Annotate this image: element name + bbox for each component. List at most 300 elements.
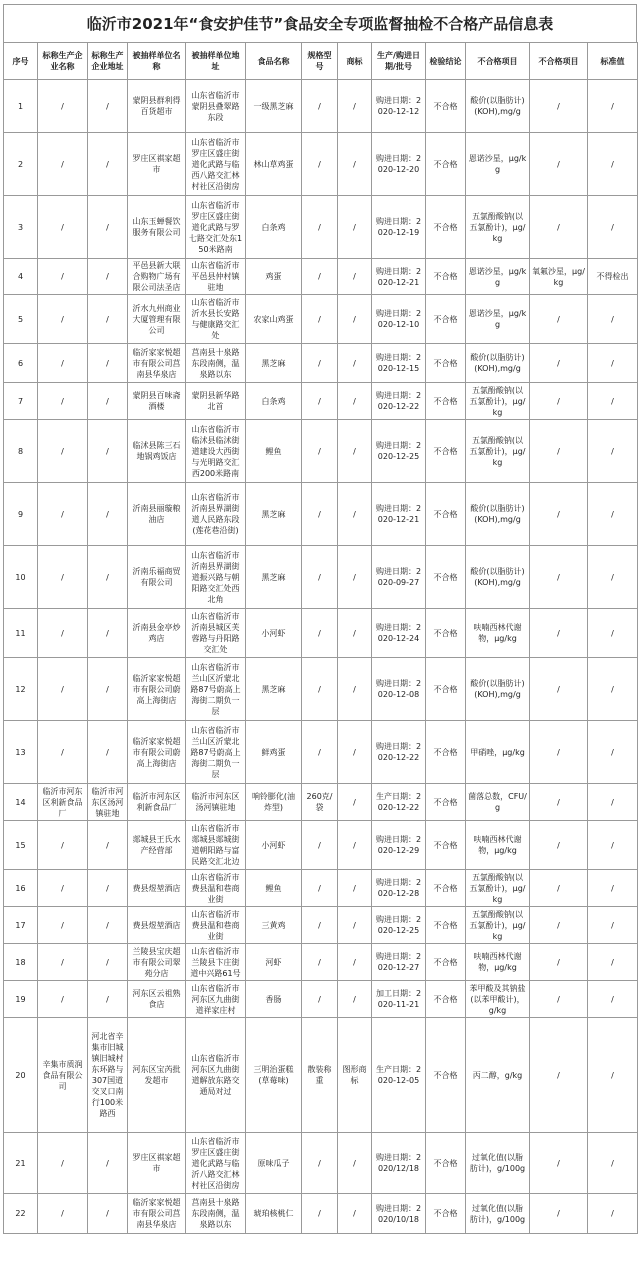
table-row: [4, 80, 638, 133]
table-cell: 山东省临沂市河东区九曲街道解放东路交通局对过: [186, 1018, 246, 1133]
table-cell: 五氯酚酸钠(以五氯酚计)，μg/kg: [466, 907, 530, 944]
table-cell: /: [338, 981, 372, 1018]
table-cell: 甲硝唑，μg/kg: [466, 721, 530, 784]
table-cell: 山东省临沂市郯城县郯城街道朝阳路与富民路交汇北边: [186, 821, 246, 870]
table-cell: 香肠: [246, 981, 302, 1018]
table-cell: 加工日期：2020-11-21: [372, 981, 426, 1018]
table-cell: 沂南县丽璇粮油店: [128, 483, 186, 546]
table-cell: 过氧化值(以脂肪计)，g/100g: [466, 1194, 530, 1234]
table-cell: /: [88, 483, 128, 546]
table-cell: 沂南县金亭炒鸡店: [128, 609, 186, 658]
table-cell: /: [530, 870, 588, 907]
table-cell: /: [588, 344, 638, 383]
table-cell: /: [38, 133, 88, 196]
table-cell: 购进日期：2020-12-19: [372, 196, 426, 259]
table-cell: 散装称重: [302, 1018, 338, 1133]
table-cell: /: [302, 295, 338, 344]
table-cell: 三黄鸡: [246, 907, 302, 944]
table-cell: /: [530, 546, 588, 609]
table-cell: 五氯酚酸钠(以五氯酚计)，μg/kg: [466, 420, 530, 483]
table-cell: 15: [4, 821, 38, 870]
table-cell: 河东区云祖熟食店: [128, 981, 186, 1018]
table-cell: /: [530, 907, 588, 944]
table-cell: /: [588, 420, 638, 483]
table-cell: 琥珀核桃仁: [246, 1194, 302, 1234]
table-cell: 临沂家家悦超市有限公司莒南县华泉店: [128, 1194, 186, 1234]
table-row: [4, 344, 638, 383]
table-cell: 不合格: [426, 1018, 466, 1133]
table-cell: /: [302, 981, 338, 1018]
table-cell: 小河虾: [246, 609, 302, 658]
table-cell: /: [302, 420, 338, 483]
table-cell: /: [588, 658, 638, 721]
table-cell: 购进日期：2020-12-10: [372, 295, 426, 344]
table-cell: /: [530, 133, 588, 196]
table-cell: 呋喃西林代谢物，μg/kg: [466, 821, 530, 870]
header-cell: 规格型号: [302, 43, 338, 80]
table-cell: 不合格: [426, 295, 466, 344]
table-cell: 临沂家家悦超市有限公司蔚高上海街店: [128, 721, 186, 784]
table-cell: /: [38, 80, 88, 133]
table-cell: 呋喃西林代谢物，μg/kg: [466, 609, 530, 658]
table-row: [4, 821, 638, 870]
table-cell: 购进日期：2020-12-25: [372, 420, 426, 483]
table-cell: 生产日期：2020-12-22: [372, 784, 426, 821]
header-cell: 不合格项目: [530, 43, 588, 80]
table-cell: /: [530, 1018, 588, 1133]
table-cell: /: [38, 821, 88, 870]
header-cell: 被抽样单位名称: [128, 43, 186, 80]
table-cell: /: [588, 80, 638, 133]
table-cell: 临沂市河东区利新食品厂: [38, 784, 88, 821]
table-cell: 鸡蛋: [246, 259, 302, 295]
table-cell: 不合格: [426, 981, 466, 1018]
nonconforming-products-table: [3, 42, 638, 1234]
table-cell: 6: [4, 344, 38, 383]
table-cell: /: [38, 944, 88, 981]
table-cell: 不合格: [426, 1133, 466, 1194]
table-cell: 沂水九州商业大厦管理有限公司: [128, 295, 186, 344]
table-cell: 酸价(以脂肪计)(KOH),mg/g: [466, 344, 530, 383]
table-cell: 临沂家家悦超市有限公司莒南县华泉店: [128, 344, 186, 383]
table-cell: /: [302, 133, 338, 196]
document-title: 临沂市2021年“食安护佳节”食品安全专项监督抽检不合格产品信息表: [3, 4, 637, 42]
table-cell: 购进日期：2020-12-08: [372, 658, 426, 721]
table-cell: /: [588, 784, 638, 821]
table-cell: 响铃膨化(油炸型): [246, 784, 302, 821]
table-cell: /: [338, 870, 372, 907]
table-cell: /: [88, 259, 128, 295]
table-cell: /: [338, 658, 372, 721]
table-cell: /: [588, 870, 638, 907]
table-cell: 山东省临沂市沂南县界湖街道振兴路与朝阳路交汇处西北角: [186, 546, 246, 609]
table-cell: 不合格: [426, 196, 466, 259]
table-cell: 不合格: [426, 344, 466, 383]
table-cell: /: [338, 721, 372, 784]
table-cell: /: [88, 981, 128, 1018]
table-cell: 费县煜堃酒店: [128, 907, 186, 944]
table-cell: /: [530, 344, 588, 383]
table-cell: 不合格: [426, 133, 466, 196]
table-cell: /: [530, 196, 588, 259]
table-row: [4, 944, 638, 981]
table-cell: 购进日期：2020-12-15: [372, 344, 426, 383]
table-cell: 18: [4, 944, 38, 981]
table-cell: /: [588, 1194, 638, 1234]
table-cell: /: [588, 821, 638, 870]
table-cell: 五氯酚酸钠(以五氯酚计)，μg/kg: [466, 383, 530, 420]
table-cell: /: [38, 1133, 88, 1194]
table-cell: /: [302, 658, 338, 721]
table-cell: 酸价(以脂肪计)(KOH),mg/g: [466, 483, 530, 546]
table-cell: 山东省临沂市兰山区沂蒙北路87号蔚高上海街二期负一层: [186, 658, 246, 721]
table-cell: 不合格: [426, 546, 466, 609]
table-row: [4, 609, 638, 658]
table-cell: 平邑县新大联合购物广场有限公司法圣店: [128, 259, 186, 295]
table-cell: /: [38, 907, 88, 944]
table-cell: 临沭县陈三石地锅鸡饭店: [128, 420, 186, 483]
table-cell: /: [38, 295, 88, 344]
table-cell: 黑芝麻: [246, 344, 302, 383]
table-cell: 农家山鸡蛋: [246, 295, 302, 344]
table-cell: /: [88, 1194, 128, 1234]
table-cell: 11: [4, 609, 38, 658]
table-cell: /: [588, 196, 638, 259]
table-cell: 山东省临沂市费县温和巷商业街: [186, 907, 246, 944]
table-cell: 21: [4, 1133, 38, 1194]
table-cell: /: [302, 944, 338, 981]
table-cell: /: [88, 295, 128, 344]
table-cell: /: [588, 546, 638, 609]
table-cell: /: [588, 133, 638, 196]
table-row: [4, 907, 638, 944]
table-cell: 罗庄区祺家超市: [128, 1133, 186, 1194]
table-cell: 五氯酚酸钠(以五氯酚计)，μg/kg: [466, 196, 530, 259]
table-cell: /: [88, 80, 128, 133]
table-cell: /: [338, 907, 372, 944]
table-cell: 购进日期：2020-12-12: [372, 80, 426, 133]
table-cell: 5: [4, 295, 38, 344]
table-cell: /: [88, 133, 128, 196]
table-cell: /: [338, 784, 372, 821]
table-cell: /: [530, 483, 588, 546]
table-cell: /: [88, 821, 128, 870]
table-cell: 12: [4, 658, 38, 721]
table-cell: /: [338, 483, 372, 546]
table-row: [4, 546, 638, 609]
table-cell: 菌落总数，CFU/g: [466, 784, 530, 821]
table-row: [4, 721, 638, 784]
table-cell: 恩诺沙星，μg/kg: [466, 133, 530, 196]
table-cell: /: [338, 133, 372, 196]
table-cell: 过氧化值(以脂肪计)，g/100g: [466, 1133, 530, 1194]
table-cell: /: [588, 295, 638, 344]
table-cell: 7: [4, 383, 38, 420]
table-cell: 蒙阴县新华路北首: [186, 383, 246, 420]
table-row: [4, 870, 638, 907]
table-cell: 沂南乐福商贸有限公司: [128, 546, 186, 609]
table-cell: /: [588, 721, 638, 784]
table-cell: /: [88, 1133, 128, 1194]
table-cell: /: [38, 658, 88, 721]
table-cell: 小河虾: [246, 821, 302, 870]
table-cell: /: [38, 483, 88, 546]
table-cell: 临沂市河东区汤河镇驻地: [88, 784, 128, 821]
table-cell: /: [530, 784, 588, 821]
table-cell: /: [530, 981, 588, 1018]
table-cell: 不合格: [426, 658, 466, 721]
table-cell: /: [338, 383, 372, 420]
table-cell: 恩诺沙星，μg/kg: [466, 259, 530, 295]
table-cell: 山东省临沂市沂南县城区芙蓉路与丹阳路交汇处: [186, 609, 246, 658]
table-cell: 购进日期：2020/12/18: [372, 1133, 426, 1194]
table-cell: 22: [4, 1194, 38, 1234]
table-cell: 山东省临沂市河东区九曲街道祥家庄村: [186, 981, 246, 1018]
table-cell: /: [530, 609, 588, 658]
table-cell: /: [338, 546, 372, 609]
table-cell: 不合格: [426, 944, 466, 981]
table-cell: 不合格: [426, 383, 466, 420]
table-cell: 黑芝麻: [246, 483, 302, 546]
table-cell: 不合格: [426, 80, 466, 133]
table-cell: /: [338, 609, 372, 658]
table-cell: 购进日期：2020-12-22: [372, 383, 426, 420]
table-cell: 不合格: [426, 420, 466, 483]
table-cell: 9: [4, 483, 38, 546]
table-cell: 不合格: [426, 784, 466, 821]
table-cell: 16: [4, 870, 38, 907]
table-cell: 山东省临沂市罗庄区盛庄街道化武路与临沂八路交汇林村社区沿街房: [186, 1133, 246, 1194]
table-cell: 酸价(以脂肪计)(KOH),mg/g: [466, 658, 530, 721]
table-cell: 20: [4, 1018, 38, 1133]
table-cell: /: [38, 259, 88, 295]
table-cell: /: [588, 1018, 638, 1133]
table-cell: 辛集市质润食品有限公司: [38, 1018, 88, 1133]
table-cell: 图形商标: [338, 1018, 372, 1133]
table-cell: 购进日期：2020-09-27: [372, 546, 426, 609]
header-cell: 检验结论: [426, 43, 466, 80]
table-cell: 原味瓜子: [246, 1133, 302, 1194]
table-row: [4, 133, 638, 196]
table-cell: 山东省临沂市临沭县临沭街道建设大西街与光明路交汇西200米路南: [186, 420, 246, 483]
table-cell: /: [588, 383, 638, 420]
table-cell: 不合格: [426, 821, 466, 870]
table-cell: /: [302, 1133, 338, 1194]
table-cell: /: [338, 1194, 372, 1234]
table-cell: /: [302, 383, 338, 420]
header-cell: 序号: [4, 43, 38, 80]
table-cell: 五氯酚酸钠(以五氯酚计)，μg/kg: [466, 870, 530, 907]
table-row: [4, 1133, 638, 1194]
table-cell: 白条鸡: [246, 196, 302, 259]
table-cell: /: [38, 196, 88, 259]
table-cell: /: [38, 420, 88, 483]
table-cell: /: [338, 420, 372, 483]
table-cell: 林山草鸡蛋: [246, 133, 302, 196]
table-cell: 三明治蛋糕(草莓味): [246, 1018, 302, 1133]
table-cell: 山东玉蝉餐饮服务有限公司: [128, 196, 186, 259]
table-cell: 购进日期：2020-12-21: [372, 483, 426, 546]
table-cell: /: [588, 907, 638, 944]
table-cell: /: [338, 344, 372, 383]
table-cell: /: [302, 259, 338, 295]
table-cell: /: [302, 344, 338, 383]
table-cell: 购进日期：2020-12-21: [372, 259, 426, 295]
table-cell: 购进日期：2020-12-22: [372, 721, 426, 784]
table-cell: /: [38, 546, 88, 609]
table-cell: /: [588, 483, 638, 546]
table-cell: 白条鸡: [246, 383, 302, 420]
table-cell: /: [302, 483, 338, 546]
table-cell: 购进日期：2020/10/18: [372, 1194, 426, 1234]
table-cell: 河虾: [246, 944, 302, 981]
header-cell: 生产/购进日期/批号: [372, 43, 426, 80]
table-cell: /: [338, 80, 372, 133]
table-cell: /: [88, 383, 128, 420]
table-cell: 蒙阴县群利得百货超市: [128, 80, 186, 133]
table-cell: 郯城县王氏水产经营部: [128, 821, 186, 870]
header-cell: 不合格项目: [466, 43, 530, 80]
table-cell: 酸价(以脂肪计)(KOH),mg/g: [466, 546, 530, 609]
table-cell: /: [38, 870, 88, 907]
table-cell: 河东区宝芮批发超市: [128, 1018, 186, 1133]
table-cell: /: [302, 870, 338, 907]
table-cell: 不合格: [426, 907, 466, 944]
table-row: [4, 981, 638, 1018]
table-row: [4, 259, 638, 295]
table-cell: 17: [4, 907, 38, 944]
table-cell: /: [88, 658, 128, 721]
table-cell: 苯甲酸及其钠盐(以苯甲酸计)，g/kg: [466, 981, 530, 1018]
table-cell: 莒南县十泉路东段南侧，温泉路以东: [186, 344, 246, 383]
table-cell: /: [338, 259, 372, 295]
table-cell: 购进日期：2020-12-29: [372, 821, 426, 870]
table-cell: 鲤鱼: [246, 420, 302, 483]
table-cell: /: [302, 546, 338, 609]
header-cell: 标称生产企业地址: [88, 43, 128, 80]
table-cell: 临沂市河东区利新食品厂: [128, 784, 186, 821]
table-cell: 购进日期：2020-12-25: [372, 907, 426, 944]
table-cell: /: [88, 870, 128, 907]
table-cell: /: [588, 981, 638, 1018]
table-cell: /: [588, 609, 638, 658]
table-cell: /: [530, 658, 588, 721]
header-cell: 标准值: [588, 43, 638, 80]
table-cell: 莒南县十泉路东段南侧，温泉路以东: [186, 1194, 246, 1234]
table-row: [4, 1018, 638, 1133]
header-cell: 标称生产企业名称: [38, 43, 88, 80]
table-cell: /: [302, 80, 338, 133]
table-cell: /: [338, 821, 372, 870]
table-cell: /: [530, 721, 588, 784]
table-cell: 山东省临沂市兰陵县卞庄街道中兴路61号: [186, 944, 246, 981]
table-cell: 山东省临沂市罗庄区盛庄街道化武路与临西八路交汇林村社区沿街房: [186, 133, 246, 196]
table-cell: 蒙阴县百味斋酒楼: [128, 383, 186, 420]
table-cell: 购进日期：2020-12-24: [372, 609, 426, 658]
table-cell: 购进日期：2020-12-20: [372, 133, 426, 196]
table-cell: /: [338, 196, 372, 259]
table-cell: 8: [4, 420, 38, 483]
table-cell: /: [338, 295, 372, 344]
table-cell: /: [302, 907, 338, 944]
header-cell: 被抽样单位地址: [186, 43, 246, 80]
table-cell: /: [588, 944, 638, 981]
table-cell: /: [88, 420, 128, 483]
table-cell: /: [88, 546, 128, 609]
table-cell: 不得检出: [588, 259, 638, 295]
table-cell: 山东省临沂市平邑县仲村镇驻地: [186, 259, 246, 295]
table-row: [4, 295, 638, 344]
table-row: [4, 196, 638, 259]
table-cell: 山东省临沂市沂水县长安路与健康路交汇处: [186, 295, 246, 344]
table-cell: 山东省临沂市兰山区沂蒙北路87号蔚高上海街二期负一层: [186, 721, 246, 784]
table-row: [4, 1194, 638, 1234]
table-cell: /: [588, 1133, 638, 1194]
table-cell: /: [88, 907, 128, 944]
table-cell: 黑芝麻: [246, 546, 302, 609]
table-row: [4, 784, 638, 821]
table-cell: 4: [4, 259, 38, 295]
table-cell: /: [38, 344, 88, 383]
table-cell: 丙二醇，g/kg: [466, 1018, 530, 1133]
table-cell: 不合格: [426, 259, 466, 295]
table-cell: 不合格: [426, 870, 466, 907]
table-cell: 2: [4, 133, 38, 196]
header-cell: 食品名称: [246, 43, 302, 80]
table-cell: 费县煜堃酒店: [128, 870, 186, 907]
table-cell: 罗庄区祺家超市: [128, 133, 186, 196]
table-cell: 河北省辛集市旧城镇旧城村东环路与307国道交叉口南行100米路西: [88, 1018, 128, 1133]
table-cell: /: [530, 944, 588, 981]
table-cell: 酸价(以脂肪计)(KOH),mg/g: [466, 80, 530, 133]
table-body: [4, 80, 638, 1234]
table-cell: /: [38, 721, 88, 784]
table-cell: /: [530, 1194, 588, 1234]
table-cell: /: [302, 821, 338, 870]
table-cell: /: [38, 1194, 88, 1234]
table-cell: /: [38, 609, 88, 658]
table-cell: /: [530, 80, 588, 133]
table-header-row: [4, 43, 638, 80]
table-cell: 购进日期：2020-12-28: [372, 870, 426, 907]
table-cell: 13: [4, 721, 38, 784]
table-cell: /: [38, 981, 88, 1018]
table-cell: 不合格: [426, 721, 466, 784]
table-cell: 不合格: [426, 609, 466, 658]
table-row: [4, 383, 638, 420]
table-cell: 14: [4, 784, 38, 821]
table-cell: 生产日期：2020-12-05: [372, 1018, 426, 1133]
table-cell: /: [302, 196, 338, 259]
table-cell: /: [530, 1133, 588, 1194]
table-cell: 黑芝麻: [246, 658, 302, 721]
table-cell: 19: [4, 981, 38, 1018]
table-cell: /: [530, 383, 588, 420]
table-cell: /: [530, 420, 588, 483]
table-cell: /: [88, 344, 128, 383]
table-cell: 山东省临沂市蒙阴县叠翠路东段: [186, 80, 246, 133]
table-cell: /: [530, 295, 588, 344]
table-cell: /: [302, 1194, 338, 1234]
table-cell: 10: [4, 546, 38, 609]
table-cell: 临沂市河东区汤河镇驻地: [186, 784, 246, 821]
table-cell: /: [88, 721, 128, 784]
table-cell: 临沂家家悦超市有限公司蔚高上海街店: [128, 658, 186, 721]
table-row: [4, 658, 638, 721]
table-cell: /: [338, 1133, 372, 1194]
table-row: [4, 420, 638, 483]
table-cell: /: [88, 609, 128, 658]
